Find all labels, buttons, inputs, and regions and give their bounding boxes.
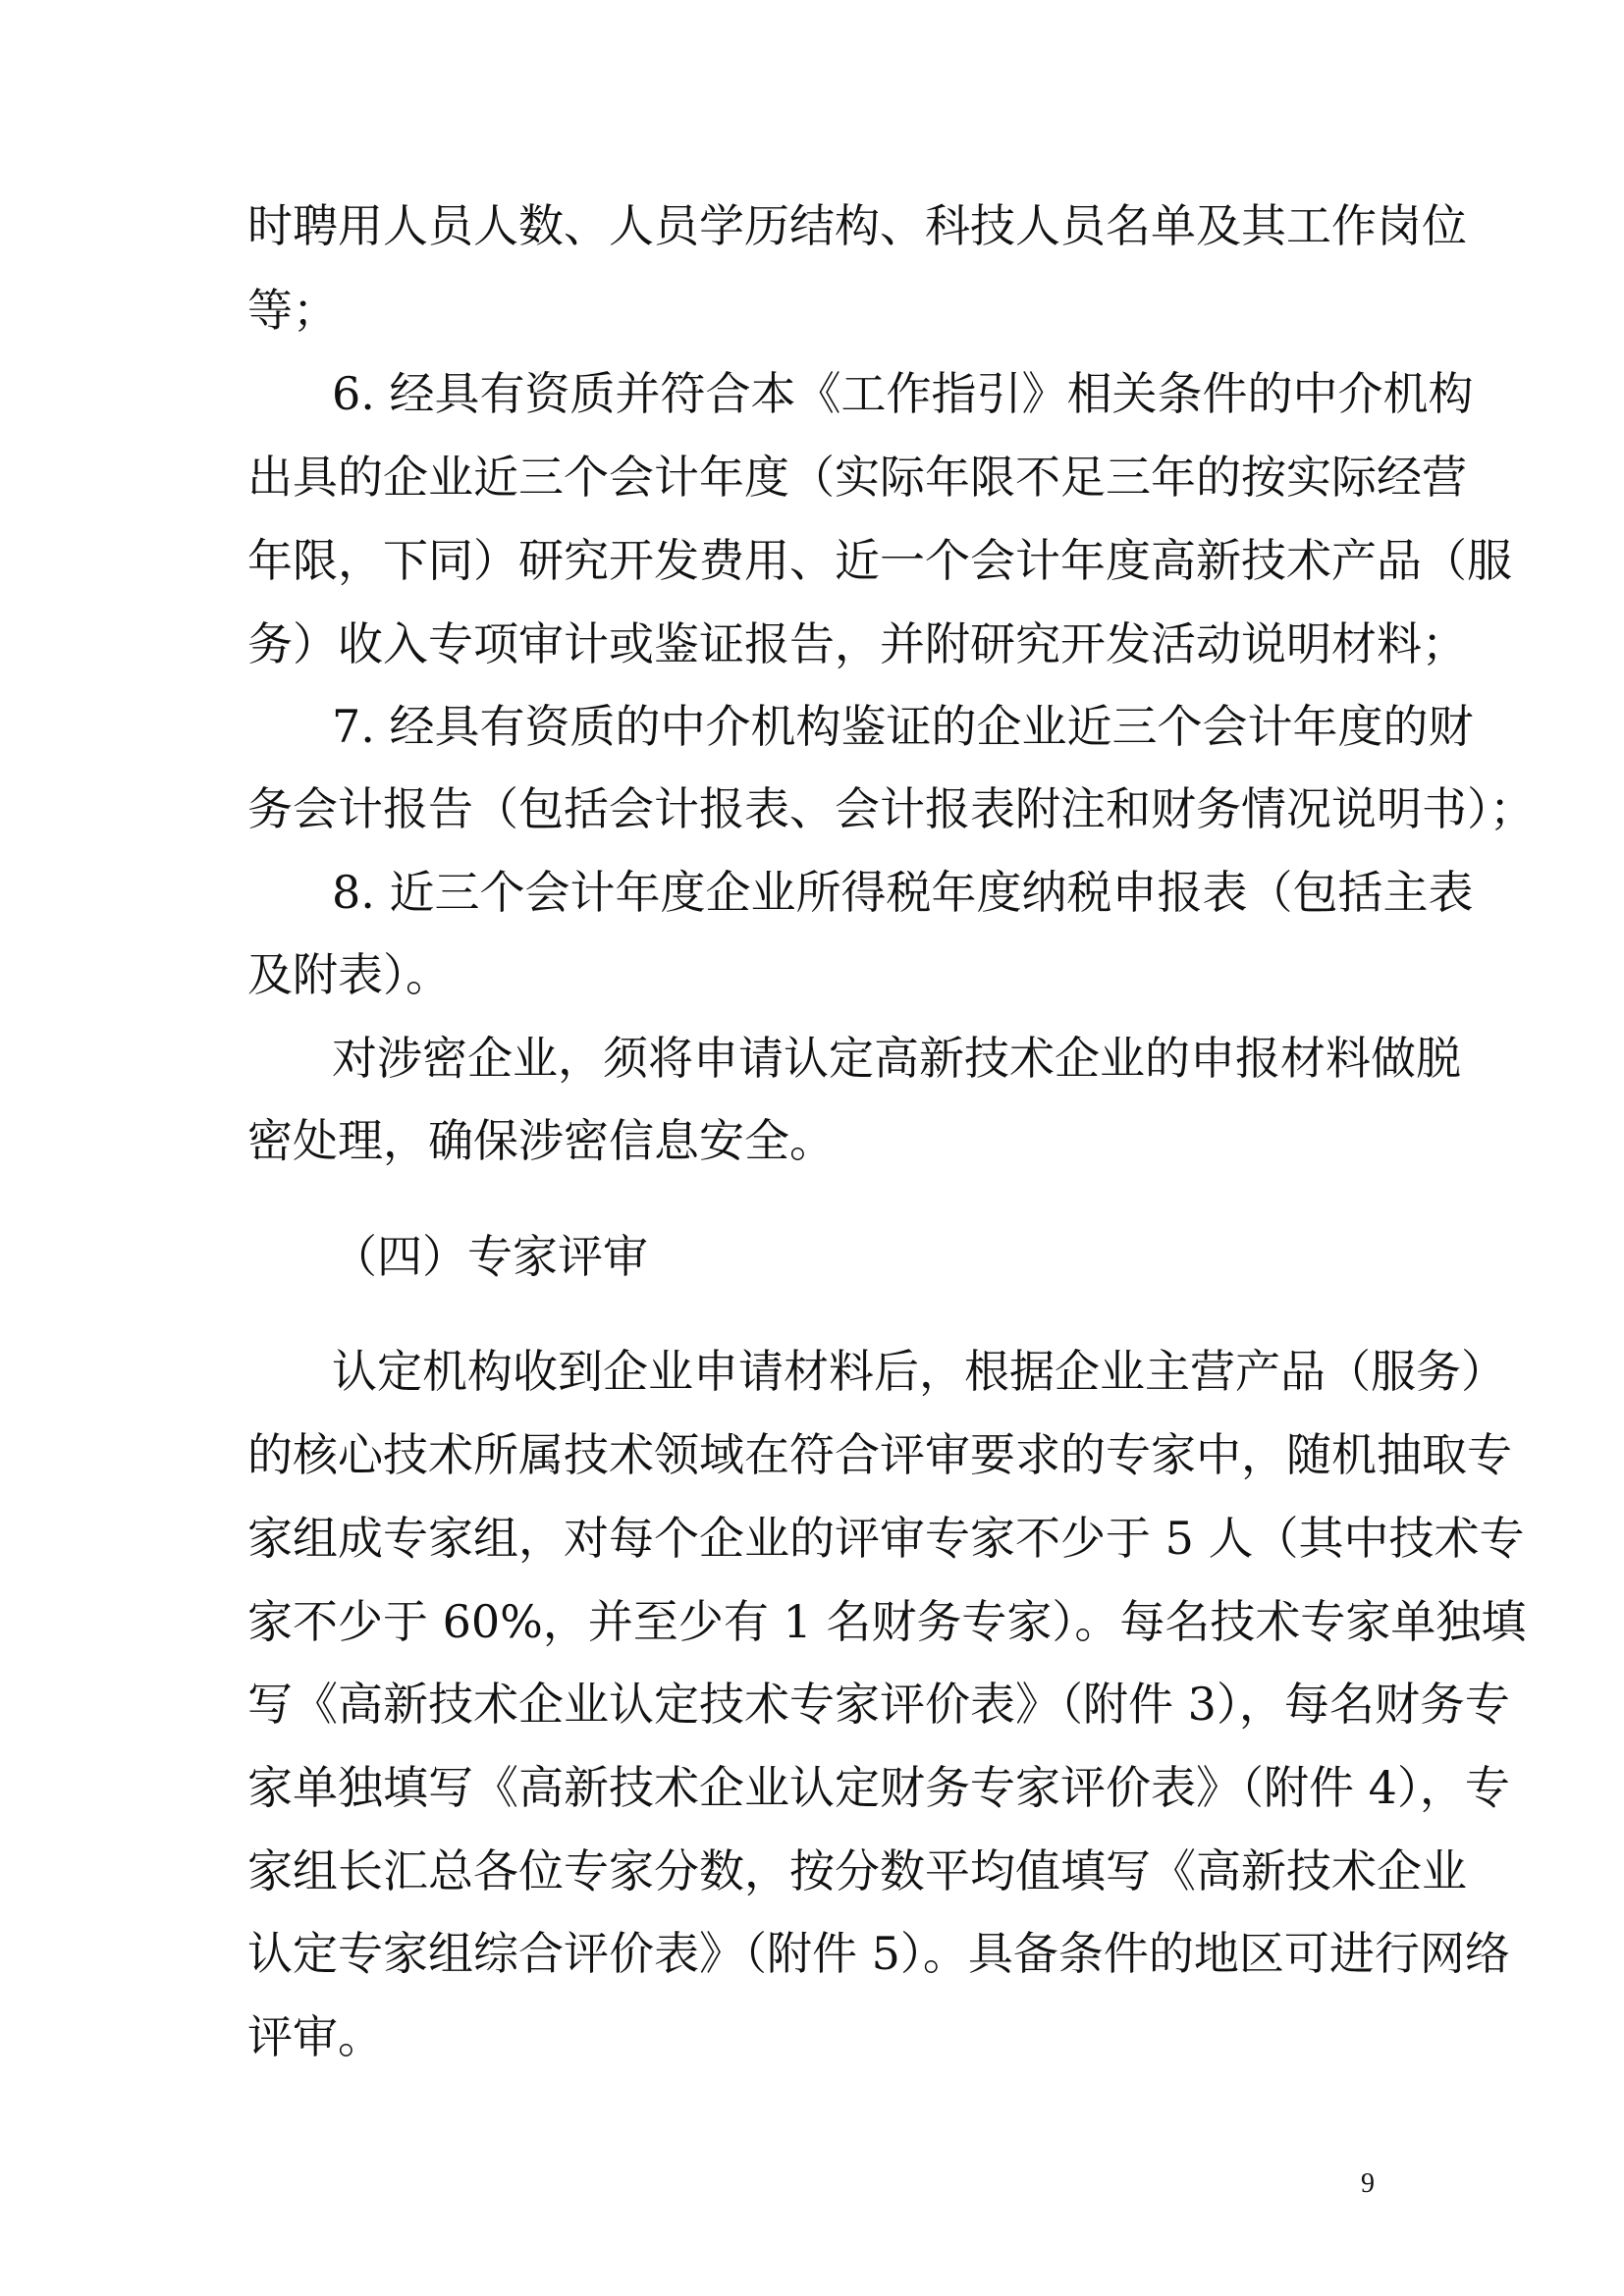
text-line: 评审。 [247,2010,383,2063]
text-line: 写《高新技术企业认定技术专家评价表》（附件 3），每名财务专 [247,1678,1510,1731]
text-line: 家组长汇总各位专家分数，按分数平均值填写《高新技术企业 [247,1844,1467,1897]
text-line: 家不少于 60%，并至少有 1 名财务专家）。每名技术专家单独填 [247,1595,1527,1648]
text-line: 密处理，确保涉密信息安全。 [247,1114,835,1167]
text-line: 等； [247,284,338,337]
text-line: 6. 经具有资质并符合本《工作指引》相关条件的中介机构 [332,367,1474,420]
text-line: 务会计报告（包括会计报表、会计报表附注和财务情况说明书）； [247,782,1535,835]
text-line: 认定机构收到企业申请材料后，根据企业主营产品（服务） [332,1345,1506,1398]
page-number: 9 [1361,2168,1375,2199]
text-line: 出具的企业近三个会计年度（实际年限不足三年的按实际经营 [247,451,1467,504]
text-line: 认定专家组综合评价表》（附件 5）。具备条件的地区可进行网络 [247,1927,1510,1980]
text-line: 8. 近三个会计年度企业所得税年度纳税申报表（包括主表 [332,866,1474,919]
text-line: 家单独填写《高新技术企业认定财务专家评价表》（附件 4），专 [247,1761,1510,1814]
text-line: 务）收入专项审计或鉴证报告，并附研究开发活动说明材料； [247,617,1467,670]
section-heading: （四）专家评审 [332,1230,648,1283]
text-line: 7. 经具有资质的中介机构鉴证的企业近三个会计年度的财 [332,700,1474,753]
text-line: 对涉密企业，须将申请认定高新技术企业的申报材料做脱 [332,1032,1461,1085]
text-line: 的核心技术所属技术领域在符合评审要求的专家中，随机抽取专 [247,1428,1512,1481]
text-line: 家组成专家组，对每个企业的评审专家不少于 5 人（其中技术专 [247,1512,1525,1565]
text-line: 及附表）。 [247,948,451,1001]
text-line: 时聘用人员人数、人员学历结构、科技人员名单及其工作岗位 [247,199,1467,252]
text-line: 年限，下同）研究开发费用、近一个会计年度高新技术产品（服 [247,534,1512,587]
